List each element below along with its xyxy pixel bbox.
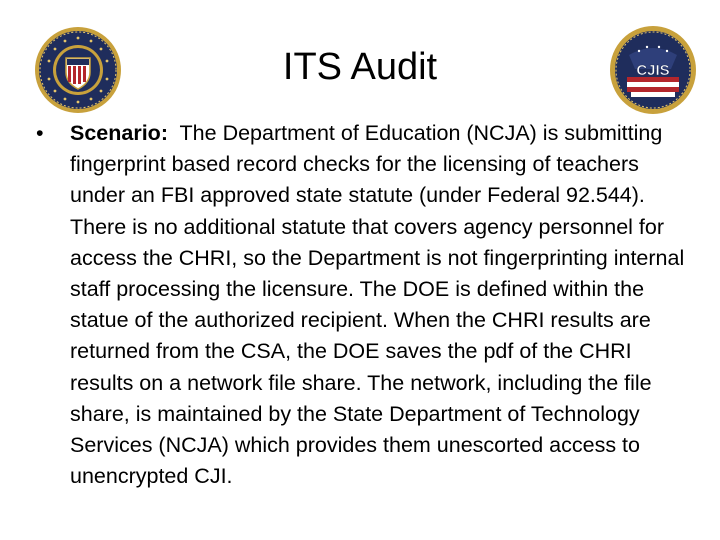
- svg-text:CJIS: CJIS: [636, 62, 670, 79]
- bullet-marker: •: [36, 121, 44, 145]
- slide-title: ITS Audit: [282, 46, 438, 88]
- cjis-seal-icon: [609, 25, 697, 115]
- scenario-text-block: [70, 118, 686, 492]
- scenario-bullet: [36, 118, 686, 492]
- scenario-body: The Department of Education (NCJA) is submitting fingerprint based record checks for the licensing of teachers under an FBI approved state statute (under Federal 92.544). There is no additional statute that covers agency personnel for access the CHRI, so the Department is not fingerprinting internal staff processing the licensure. The DOE is defined within the statue of the authorized recipient. When the CHRI results are returned from the CSA, the DOE saves the pdf of the CHRI results on a network file share. The network, including the file share, is maintained by the State Department of Technology Services (NCJA) which provides them unescorted access to unencrypted CJI.: [70, 121, 685, 489]
- scenario-label: Scenario:: [70, 121, 168, 145]
